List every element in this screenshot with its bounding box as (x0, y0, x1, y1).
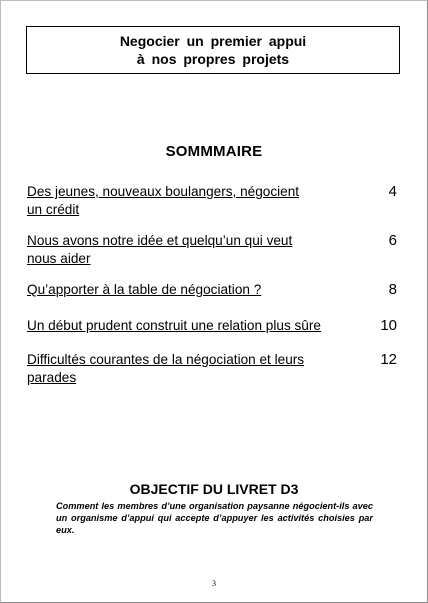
toc-entry-label[interactable] (27, 317, 357, 335)
toc-entry-line-2: nous aider (27, 251, 91, 266)
title-line-2: à nos propres projets (136, 51, 290, 67)
toc-entry-line-1: Nous avons notre idée et quelqu’un qui veut (27, 233, 293, 248)
toc-entry-line-1: Un début prudent construit une relation plus sûre (27, 318, 321, 333)
toc-entry-label[interactable] (27, 281, 327, 299)
page-number: 3 (212, 579, 216, 588)
toc-entry-line-1: Des jeunes, nouveaux boulangers, négocient (27, 184, 300, 199)
toc-entry-page: 6 (388, 232, 397, 249)
toc-entry-page: 10 (380, 317, 397, 334)
toc-entry-2[interactable] (27, 232, 401, 268)
toc-entry-page: 12 (380, 351, 397, 368)
title-box (26, 26, 400, 74)
toc-entry-4[interactable] (27, 317, 401, 335)
toc-entry-1[interactable] (27, 183, 401, 219)
toc-entry-label[interactable] (27, 232, 327, 268)
toc-entry-page: 4 (388, 183, 397, 200)
objective-title: OBJECTIF DU LIVRET D3 (129, 481, 299, 497)
toc-entry-label[interactable] (27, 351, 327, 387)
toc-entry-label[interactable] (27, 183, 327, 219)
toc-entry-5[interactable] (27, 351, 401, 387)
toc-entry-line-1: Difficultés courantes de la négociation et leurs (27, 352, 305, 367)
toc-entry-line-2: un crédit (27, 202, 80, 217)
toc-entry-3[interactable] (27, 281, 401, 299)
toc-entry-line-2: parades (27, 370, 77, 385)
toc-entry-page: 8 (388, 281, 397, 298)
objective-text: Comment les membres d’une organisation paysanne négocient-ils avec un organisme d’appui qui accepte d’appuyer les activités choisies par eux. (56, 501, 373, 535)
toc-title: SOMMMAIRE (165, 143, 263, 160)
title-line-1: Negocier un premier appui (119, 33, 307, 49)
toc-entry-line-1: Qu’apporter à la table de négociation ? (27, 282, 262, 297)
